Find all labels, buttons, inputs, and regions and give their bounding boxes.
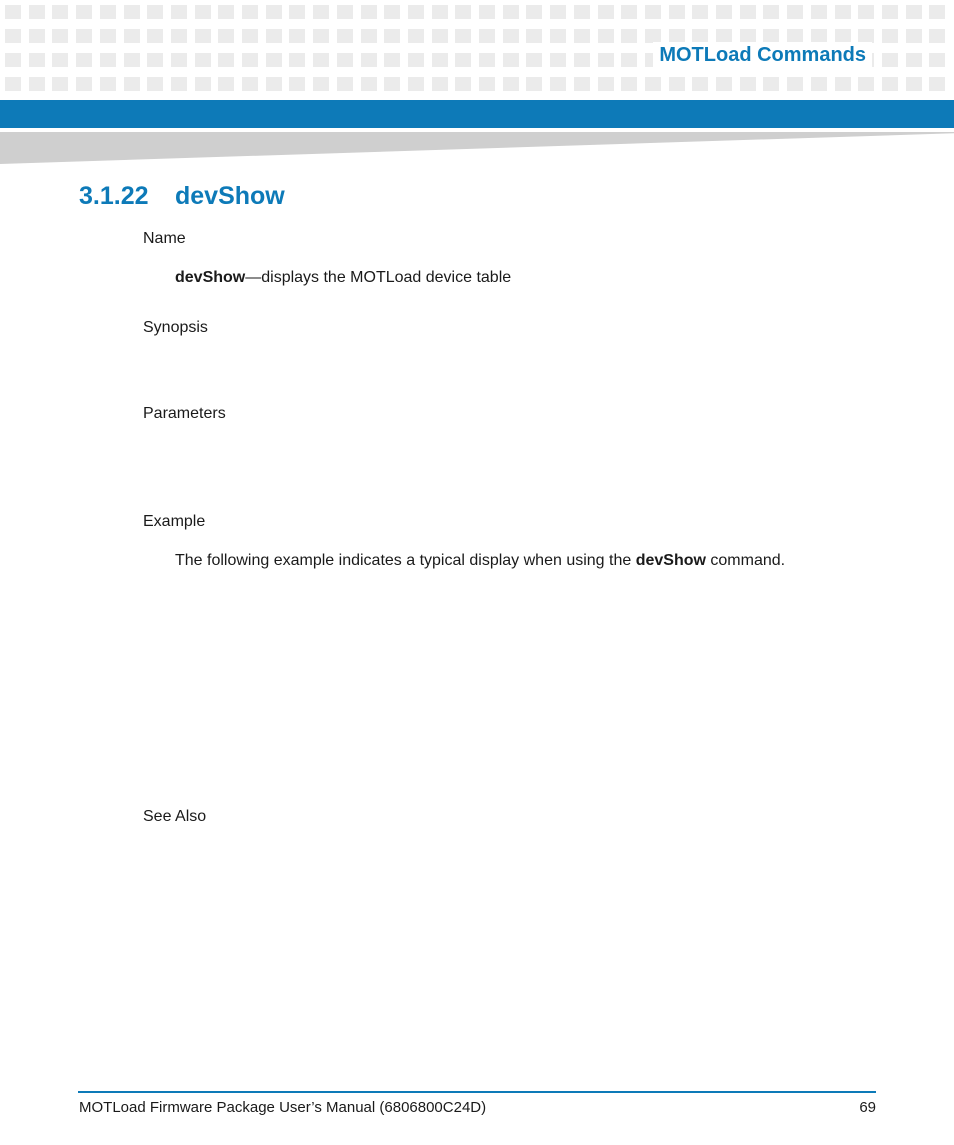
pattern-cell (195, 29, 211, 43)
parameters-label: Parameters (143, 405, 226, 422)
pattern-cell (76, 5, 92, 19)
pattern-cell (550, 29, 566, 43)
footer-page-number: 69 (859, 1099, 876, 1116)
pattern-cell (124, 53, 140, 67)
pattern-cell (692, 5, 708, 19)
pattern-cell (906, 53, 922, 67)
pattern-cell (550, 77, 566, 91)
pattern-cell (479, 53, 495, 67)
pattern-cell (716, 77, 732, 91)
pattern-cell (598, 53, 614, 67)
pattern-cell (195, 77, 211, 91)
pattern-cell (100, 29, 116, 43)
pattern-cell (171, 5, 187, 19)
header-blue-bar (0, 100, 954, 128)
synopsis-label: Synopsis (143, 319, 208, 336)
pattern-cell (124, 5, 140, 19)
pattern-cell (29, 5, 45, 19)
pattern-cell (455, 5, 471, 19)
pattern-cell (598, 29, 614, 43)
pattern-cell (361, 53, 377, 67)
example-label: Example (143, 513, 206, 530)
pattern-cell (242, 5, 258, 19)
example-description (175, 552, 785, 570)
pattern-cell (171, 29, 187, 43)
pattern-cell (503, 77, 519, 91)
pattern-cell (52, 29, 68, 43)
pattern-cell (858, 5, 874, 19)
pattern-cell (76, 29, 92, 43)
pattern-cell (242, 29, 258, 43)
pattern-cell (929, 5, 945, 19)
pattern-cell (147, 77, 163, 91)
pattern-cell (669, 5, 685, 19)
see-also-label: See Also (143, 808, 207, 825)
pattern-cell (929, 53, 945, 67)
pattern-cell (669, 77, 685, 91)
pattern-cell (503, 5, 519, 19)
pattern-cell (289, 77, 305, 91)
pattern-cell (526, 77, 542, 91)
pattern-cell (218, 53, 234, 67)
pattern-cell (811, 29, 827, 43)
pattern-cell (621, 53, 637, 67)
pattern-cell (882, 5, 898, 19)
pattern-cell (52, 5, 68, 19)
pattern-cell (242, 77, 258, 91)
pattern-cell (858, 29, 874, 43)
pattern-cell (574, 5, 590, 19)
pattern-cell (740, 5, 756, 19)
footer-rule (78, 1091, 876, 1093)
pattern-cell (384, 5, 400, 19)
pattern-cell (313, 5, 329, 19)
pattern-cell (384, 53, 400, 67)
pattern-cell (76, 77, 92, 91)
pattern-cell (5, 29, 21, 43)
pattern-cell (550, 5, 566, 19)
pattern-cell (503, 53, 519, 67)
pattern-cell (835, 77, 851, 91)
footer-manual-title: MOTLoad Firmware Package User’s Manual (6806800C24D) (79, 1099, 487, 1116)
pattern-cell (337, 5, 353, 19)
pattern-cell (787, 29, 803, 43)
pattern-cell (337, 53, 353, 67)
pattern-cell (76, 53, 92, 67)
example-command: devShow (635, 552, 706, 569)
pattern-cell (740, 29, 756, 43)
pattern-cell (147, 5, 163, 19)
pattern-cell (929, 77, 945, 91)
pattern-cell (526, 5, 542, 19)
pattern-cell (337, 29, 353, 43)
pattern-cell (408, 5, 424, 19)
pattern-cell (124, 77, 140, 91)
pattern-cell (171, 77, 187, 91)
pattern-cell (384, 77, 400, 91)
name-description (175, 269, 511, 287)
pattern-cell (218, 5, 234, 19)
pattern-cell (5, 5, 21, 19)
pattern-cell (52, 53, 68, 67)
pattern-cell (882, 77, 898, 91)
pattern-cell (763, 77, 779, 91)
example-text-after: command. (705, 552, 786, 569)
pattern-cell (337, 77, 353, 91)
pattern-cell (621, 77, 637, 91)
pattern-cell (289, 29, 305, 43)
pattern-cell (147, 53, 163, 67)
pattern-cell (598, 5, 614, 19)
pattern-cell (906, 77, 922, 91)
pattern-cell (574, 29, 590, 43)
header-grey-wedge (0, 132, 954, 164)
pattern-cell (716, 5, 732, 19)
pattern-cell (787, 77, 803, 91)
pattern-cell (811, 77, 827, 91)
pattern-cell (858, 77, 874, 91)
pattern-cell (787, 5, 803, 19)
pattern-cell (361, 29, 377, 43)
pattern-cell (574, 53, 590, 67)
pattern-cell (408, 77, 424, 91)
pattern-cell (669, 29, 685, 43)
pattern-cell (550, 53, 566, 67)
pattern-cell (455, 53, 471, 67)
pattern-cell (29, 77, 45, 91)
pattern-cell (479, 5, 495, 19)
pattern-cell (740, 77, 756, 91)
pattern-cell (147, 29, 163, 43)
pattern-cell (906, 29, 922, 43)
pattern-cell (432, 77, 448, 91)
running-header-title: MOTLoad Commands (653, 42, 872, 69)
pattern-cell (124, 29, 140, 43)
pattern-cell (52, 77, 68, 91)
pattern-cell (929, 29, 945, 43)
pattern-cell (5, 77, 21, 91)
name-description-text: —displays the MOTLoad device table (245, 269, 512, 286)
pattern-cell (361, 5, 377, 19)
pattern-cell (763, 5, 779, 19)
pattern-cell (384, 29, 400, 43)
pattern-cell (100, 5, 116, 19)
pattern-cell (526, 29, 542, 43)
pattern-cell (763, 29, 779, 43)
name-label: Name (143, 230, 186, 247)
pattern-cell (195, 5, 211, 19)
pattern-cell (811, 5, 827, 19)
pattern-cell (266, 53, 282, 67)
pattern-cell (100, 53, 116, 67)
pattern-cell (313, 29, 329, 43)
pattern-cell (503, 29, 519, 43)
pattern-cell (882, 29, 898, 43)
pattern-cell (218, 77, 234, 91)
pattern-cell (598, 77, 614, 91)
pattern-cell (289, 5, 305, 19)
pattern-cell (313, 77, 329, 91)
pattern-cell (574, 77, 590, 91)
pattern-cell (29, 29, 45, 43)
pattern-cell (455, 29, 471, 43)
pattern-cell (882, 53, 898, 67)
section-number: 3.1.22 (79, 182, 149, 210)
pattern-cell (835, 29, 851, 43)
pattern-cell (621, 5, 637, 19)
pattern-cell (835, 5, 851, 19)
pattern-cell (266, 5, 282, 19)
pattern-cell (479, 77, 495, 91)
pattern-cell (408, 53, 424, 67)
pattern-cell (313, 53, 329, 67)
pattern-cell (5, 53, 21, 67)
pattern-cell (361, 77, 377, 91)
pattern-cell (906, 5, 922, 19)
pattern-cell (692, 29, 708, 43)
pattern-cell (266, 77, 282, 91)
pattern-cell (408, 29, 424, 43)
pattern-cell (645, 29, 661, 43)
section-heading (79, 182, 285, 211)
pattern-cell (526, 53, 542, 67)
pattern-cell (289, 53, 305, 67)
pattern-cell (29, 53, 45, 67)
name-command: devShow (175, 269, 246, 286)
pattern-cell (621, 29, 637, 43)
pattern-cell (432, 5, 448, 19)
pattern-cell (645, 77, 661, 91)
pattern-cell (716, 29, 732, 43)
pattern-cell (432, 29, 448, 43)
pattern-cell (266, 29, 282, 43)
example-text-before: The following example indicates a typical display when using the (175, 552, 636, 569)
pattern-cell (242, 53, 258, 67)
pattern-cell (195, 53, 211, 67)
pattern-cell (645, 5, 661, 19)
pattern-cell (171, 53, 187, 67)
section-title: devShow (175, 182, 285, 210)
pattern-cell (692, 77, 708, 91)
pattern-cell (432, 53, 448, 67)
pattern-cell (218, 29, 234, 43)
pattern-cell (100, 77, 116, 91)
pattern-cell (479, 29, 495, 43)
pattern-cell (455, 77, 471, 91)
